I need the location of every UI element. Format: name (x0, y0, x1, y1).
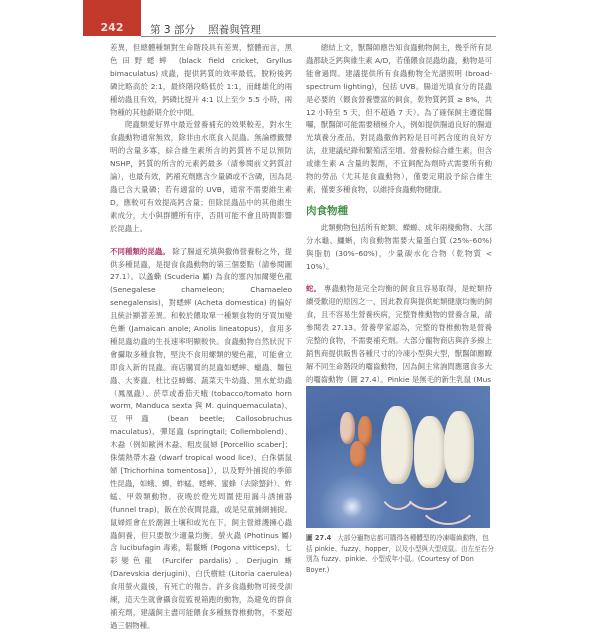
paragraph (306, 283, 492, 386)
figure-label: 圖 27.4 (306, 534, 332, 542)
running-head (150, 22, 261, 37)
pinkie-rodent-3 (350, 441, 366, 467)
paragraph: 總結上文，獸醫師應告知食蟲動物飼主，幾乎所有昆蟲都缺乏鈣與維生素 A/D，若僅餵食昆蟲幼蟲，動物是可能會過問。建議提供所有食蟲動物全光譜照明 (broad-spectrum lighting)，包括 UVB。腸道光填食分的昆蟲是必要的（餵食營養豐富的飼食，乾物質鈣質 ≥ 8%，共 12 小時至 5 天，但不超過 7 天）。為了確保飼主遵從醫囑，獸醫師可能需要積極介入，例如提供腸道良好的腸道光填養分產品，對昆蟲撒佈鈣粉是目可鈣含度的良好方法，並建議紀錄和繁殖活至增。營養粉綜合維生素，但含或維生素 A 含量的製劑，不宜飼配為劑時式需要所有動物的勞品（尤其是食蟲動物），僅要定期設予綜合維生素，僅要多種食物，以維持食蟲動物健康。 (306, 43, 492, 194)
page-number-box (83, 0, 141, 36)
header-rule (141, 36, 496, 37)
part-title: 照養與管理 (208, 24, 261, 36)
paragraph-gap (306, 273, 492, 283)
left-column (110, 42, 292, 633)
page-number: 242 (100, 21, 124, 34)
paragraph: 爬蟲類愛好界中最近營養補充的效果較差，對水生食蟲動物通常無效，除非由水底食入昆蟲。無論標籤聲明的含量多寡，綜合維生素所含的鈣質皆不足以預防 NSHP，鈣質的所含的元素鈣最多（請參閱前文鈣質討論），也最有效，鈣補充劑應含少量磷或不含磷，因為昆蟲已含大量磷；若有適當的 UVB，通常不需要維生素 D，應較可有效提高鈣含量；但除昆蟲品中的其他維生素成分，大小與群體所有序，否則可能不會且時間影響於昆蟲上。 (110, 120, 292, 233)
part-label: 第 3 部分 (150, 24, 195, 36)
caption-text: 大部分寵物店都可購得各種體型的冷凍囓齒動物，包括 pinkie、fuzzy、hopper，以及小型與大型成鼠。由左至右分別為 fuzzy、pinkie、小型成年小鼠。(Courtesy of Don Boyer.) (306, 534, 494, 574)
run-in-heading: 蛇。 (306, 284, 322, 294)
paragraph (110, 246, 292, 633)
paragraph: 此類動物包括所有蛇類、蠑螈、成年兩棲動物、大部分水龜、鱷蜥，肉食動物需要大量蛋白質 (25%–60%) 與脂肪 (30%–60%)，少量碳水化合物（乾物質 < 10%）。 (306, 222, 492, 271)
rodents-photo (306, 386, 490, 528)
paragraph: 差異，但總體種類對生命階段具有差異，整體而言，黑色田野蟋蟀 (black field cricket, Gryllus bimaculatus) 成蟲，提供鈣質的效率最低，脫粉後鈣磷比略高於 2:1，最終階段略低於 1:1，而雌雄化的兩種幼蟲且有效，鈣磷比提升 4:1 以上至少 5.5 小時，兩物種的其他齡期介於中間。 (110, 43, 292, 117)
paragraph-text: 除了腸道充填與撒佈營養粉之外，提供多種昆蟲，是提食食蟲動物的第三個要點（請參閱圖 27.1）。以螽蟖 (Scuderia 屬) 為食的塞內加爾變色龍 (Senegalese chameleon; Chamaeleo senegalensis)，對蟋蟀 (Acheta domestica) 的偏好且統計顯著差異。和較於餵取單一種類食物的牙買加變色蜥 (Jamaican anole; Anolis lineatopus)，食用多種昆蟲幼蟲的生長速率明顯較快。食蟲動物自然狀況下會攝取多種食物，堅決不食用螺類的變色龍，可能會立即食入新的昆蟲。商店購買的昆蟲如蟋蟀、蠟蟲、麵包蟲、大麥蟲、杜比亞蟑螂、蔬菜天牛幼蟲、黑水虻幼蟲（鳳凰蟲）、菸草或番茄天蛾 (tobacco/tomato horn worm, Manduca sexta 與 M. quinquemaculata)、豆甲蟲 (bean beetle; Callosobruchus maculatus)、彈尾蟲 (springtail; Collembolend)、木蝨（例如歐洲木蝨、粗皮鼠婦 [Porcellio scaber]；侏儒熱帶木蝨 (dwarf tropical wood lice)、白侏儒鼠婦 [Trichorhina tomentosa]），以及野外捕捉的季節性昆蟲，如蛾、蟬、蚱蜢、蟋蟀、蜜蜂（去除螫針）、蚱蜢、甲殼類動物、夜晚於燈光周圍使用漏斗誘捕器 (funnel trap)，飯在於夜間昆蟲，或是兒童捕網捕捉。鼠婦經會在於潮濕土壤和或光在下，飼主營維護擁心蟲蟲飼養，但只要散少適量均衡。螢火蟲 (Photinus 屬) 含 lucibufagin 毒素，鬆鬣蜥 (Pogona vitticeps)、七彩變色龍 (Furcifer pardalis)、Derjugin 蜥 (Darevskia derjugini)、白氏樹蛙 (Litoria caerulea) 食用螢火蟲後，有死亡的報告。許多食蟲動物可接受訓練，這天生就會攝食從監視箱跑的動物，為避免的群食補充劑，建議飼主盡可能餵食多種無脊椎動物，不要超過三個物種。 (110, 246, 292, 630)
paragraph-text: 專蟲動物是完全均衡的飼食且容易取得，是蛇類持續受歡迎的原因之一，因此教育與提供蛇類健康均衡的飼食，且不容易生營養疾病，完整脊椎動物的營養含量，請參閱表 27.13。營養學家認為，完整的脊椎動物是營養完整的食物，不需要補充劑。大部分寵物商店與許多線上銷售商提供販售各種尺寸的冷凍小型與大型，獸醫師應瞭解不同生命階段的囓齒動物，因為飼主常詢問應選食多大的囓齒動物（圖 27.4）。Pinkie 是無毛的新生乳鼠 (Mus (306, 284, 492, 384)
paragraph-gap (110, 236, 292, 246)
run-in-heading: 不同種類的昆蟲。 (110, 246, 170, 256)
section-heading: 肉食物種 (306, 204, 348, 217)
figure-caption (306, 533, 494, 575)
tail (416, 466, 480, 525)
right-column (306, 42, 492, 387)
pinkie-rodent-1 (340, 412, 355, 444)
